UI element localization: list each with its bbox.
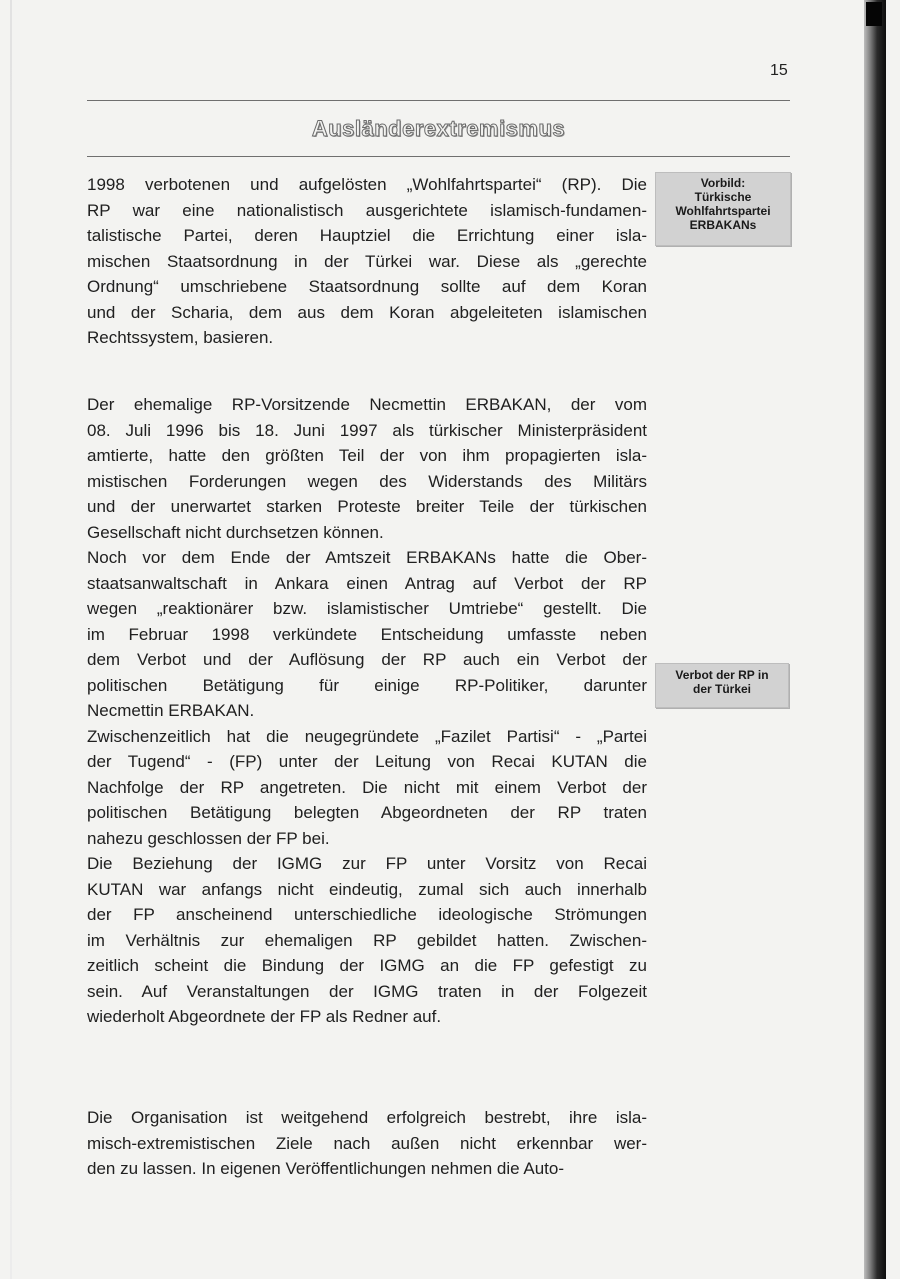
text-line: mischen Staatsordnung in der Türkei war. Diese als „gerechte: [87, 251, 647, 271]
text-line: talistische Partei, deren Hauptziel die Errichtung einer isla-: [87, 226, 647, 245]
text-line: und der Scharia, dem aus dem Koran abgeleiteten islamischen: [87, 302, 647, 322]
margin-note-wohlfahrtspartei: [655, 172, 791, 246]
margin-note-line: ERBAKANs: [689, 218, 757, 232]
paragraph-erbakan-history: [87, 392, 647, 1030]
margin-note-line: Wohlfahrtspartei: [675, 204, 771, 218]
text-line: im Verhältnis zur ehemaligen RP gebildet hatten. Zwischen-: [87, 930, 647, 950]
text-line: Ordnung“ umschriebene Staatsordnung sollte auf dem Koran: [87, 277, 647, 296]
text-line: Nachfolge der RP angetreten. Die nicht mit einem Verbot der: [87, 777, 647, 797]
text-line: amtierte, hatte den größten Teil der von ihm propagierten isla-: [87, 446, 647, 465]
text-line: Die Beziehung der IGMG zur FP unter Vorsitz von Recai: [87, 854, 647, 873]
text-line: sein. Auf Veranstaltungen der IGMG traten in der Folgezeit: [87, 981, 647, 1001]
text-line: den zu lassen. In eigenen Veröffentlichungen nehmen die Auto-: [87, 1159, 564, 1178]
text-line: Gesellschaft nicht durchsetzen können.: [87, 522, 384, 542]
text-line: politischen Betätigung belegten Abgeordneten der RP traten: [87, 803, 647, 822]
page-edge: [10, 0, 12, 1279]
text-line: Die Organisation ist weitgehend erfolgreich bestrebt, ihre isla-: [87, 1108, 647, 1127]
binding-corner: [866, 2, 882, 26]
text-line: Necmettin ERBAKAN.: [87, 701, 255, 720]
text-line: wiederholt Abgeordnete der FP als Redner auf.: [87, 1007, 442, 1026]
text-line: 08. Juli 1996 bis 18. Juni 1997 als türkischer Ministerpräsident: [87, 420, 647, 440]
margin-note-line: Verbot der RP in: [675, 668, 769, 682]
paragraph-rp-party: [87, 172, 647, 351]
running-header-title: Ausländerextremismus: [311, 116, 566, 141]
book-binding-shadow: [864, 0, 886, 1279]
text-line: der FP anscheinend unterschiedliche ideologische Strömungen: [87, 905, 647, 924]
text-line: 1998 verbotenen und aufgelösten „Wohlfahrtspartei“ (RP). Die: [87, 175, 647, 194]
page-number: 15: [770, 62, 788, 79]
header-rule-bottom: [87, 156, 790, 157]
margin-note-line: Vorbild:: [700, 176, 746, 190]
text-line: politischen Betätigung für einige RP-Politiker, darunter: [87, 675, 647, 695]
text-line: nahezu geschlossen der FP bei.: [87, 828, 330, 848]
text-line: mistischen Forderungen wegen des Widerstands des Militärs: [87, 471, 647, 491]
text-line: staatsanwaltschaft in Ankara einen Antrag auf Verbot der RP: [87, 573, 647, 593]
text-line: Noch vor dem Ende der Amtszeit ERBAKANs hatte die Ober-: [87, 548, 647, 567]
text-line: misch-extremistischen Ziele nach außen nicht erkennbar wer-: [87, 1133, 647, 1153]
text-line: im Februar 1998 verkündete Entscheidung umfasste neben: [87, 624, 647, 644]
margin-note-line: Türkische: [694, 190, 752, 204]
paragraph-organisation: [87, 1105, 647, 1182]
margin-note-line: der Türkei: [692, 682, 752, 696]
text-line: Rechtssystem, basieren.: [87, 328, 274, 347]
text-line: der Tugend“ - (FP) unter der Leitung von Recai KUTAN die: [87, 752, 647, 771]
header-rule-top: [87, 100, 790, 101]
text-line: Der ehemalige RP-Vorsitzende Necmettin ERBAKAN, der vom: [87, 395, 647, 414]
text-line: zeitlich scheint die Bindung der IGMG an die FP gefestigt zu: [87, 956, 647, 975]
margin-note-verbot-rp: [655, 663, 789, 708]
text-line: dem Verbot und der Auflösung der RP auch ein Verbot der: [87, 650, 647, 669]
text-line: und der unerwartet starken Proteste breiter Teile der türkischen: [87, 497, 647, 516]
text-line: wegen „reaktionärer bzw. islamistischer Umtriebe“ gestellt. Die: [87, 599, 647, 618]
text-line: Zwischenzeitlich hat die neugegründete „Fazilet Partisi“ - „Partei: [87, 726, 647, 746]
text-line: RP war eine nationalistisch ausgerichtete islamisch-fundamen-: [87, 200, 647, 220]
text-line: KUTAN war anfangs nicht eindeutig, zumal sich auch innerhalb: [87, 879, 647, 899]
